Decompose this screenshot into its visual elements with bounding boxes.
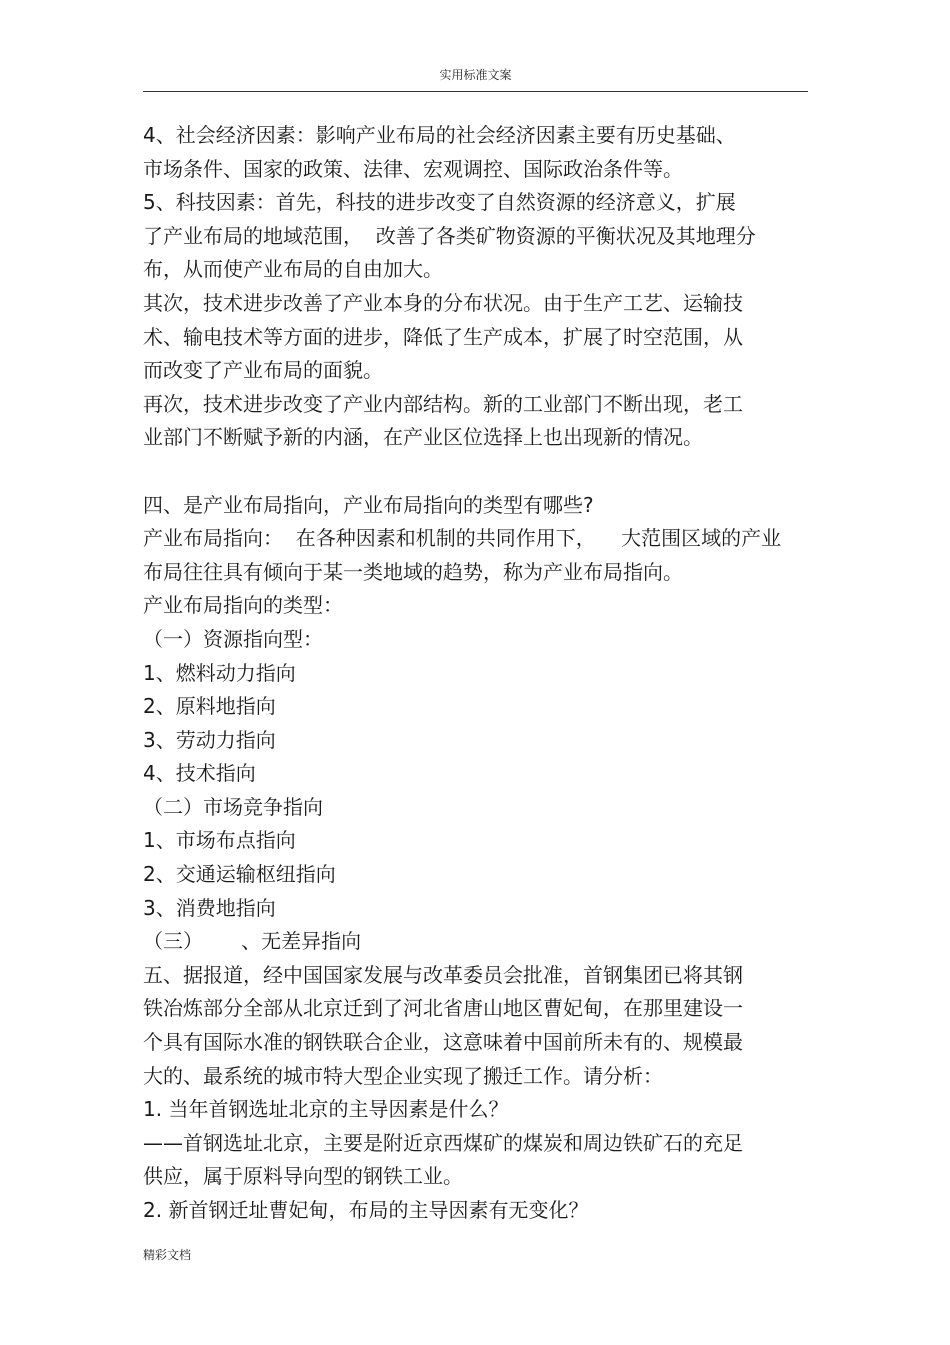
list-item: 1、市场布点指向 bbox=[143, 828, 296, 853]
text-line: 布，从而使产业布局的自由加大。 bbox=[143, 257, 443, 282]
question-heading: 五、据报道，经中国国家发展与改革委员会批准，首钢集团已将其钢 bbox=[143, 962, 743, 987]
list-item: 2、交通运输枢纽指向 bbox=[143, 862, 336, 887]
text-line: 产业布局指向的类型： bbox=[143, 593, 343, 618]
page-header: 实用标准文案 bbox=[439, 68, 512, 82]
text-line: 术、输电技术等方面的进步，降低了生产成本，扩展了时空范围，从 bbox=[143, 324, 743, 349]
text-line: 产业布局指向： 在各种因素和机制的共同作用下， 大范围区域的产业 bbox=[143, 526, 782, 551]
subheading: （一）资源指向型： bbox=[143, 626, 323, 651]
question-heading: 四、是产业布局指向，产业布局指向的类型有哪些? bbox=[143, 492, 594, 517]
list-item: 3、消费地指向 bbox=[143, 895, 276, 920]
text-line: 其次，技术进步改善了产业本身的分布状况。由于生产工艺、运输技 bbox=[143, 290, 743, 315]
list-item: 2、原料地指向 bbox=[143, 694, 276, 719]
text-line: 个具有国际水准的钢铁联合企业，这意味着中国前所未有的、规模最 bbox=[143, 1030, 743, 1055]
subheading: （三） 、无差异指向 bbox=[143, 929, 362, 954]
text-line: 再次，技术进步改变了产业内部结构。新的工业部门不断出现，老工 bbox=[143, 391, 743, 416]
text-line: 大的、最系统的城市特大型企业实现了搬迁工作。请分析： bbox=[143, 1063, 663, 1088]
page-footer: 精彩文档 bbox=[143, 1248, 192, 1262]
answer-line: 供应，属于原料导向型的钢铁工业。 bbox=[143, 1164, 463, 1189]
question-item: 2. 新首钢迁址曹妃甸，布局的主导因素有无变化？ bbox=[143, 1198, 589, 1222]
text-line: 业部门不断赋予新的内涵，在产业区位选择上也出现新的情况。 bbox=[143, 425, 703, 450]
blank-line bbox=[143, 455, 813, 489]
text-line: 5、科技因素：首先，科技的进步改变了自然资源的经济意义，扩展 bbox=[143, 190, 736, 215]
list-item: 4、技术指向 bbox=[143, 761, 256, 786]
document-body bbox=[143, 119, 813, 1228]
text-line: 布局往往具有倾向于某一类地域的趋势，称为产业布局指向。 bbox=[143, 559, 683, 584]
text-line: 铁冶炼部分全部从北京迁到了河北省唐山地区曹妃甸，在那里建设一 bbox=[143, 996, 743, 1021]
header-divider bbox=[143, 91, 808, 92]
subheading: （二）市场竞争指向 bbox=[143, 794, 323, 819]
list-item: 3、劳动力指向 bbox=[143, 727, 276, 752]
text-line: 了产业布局的地域范围， 改善了各类矿物资源的平衡状况及其地理分 bbox=[143, 223, 756, 248]
question-item: 1. 当年首钢选址北京的主导因素是什么？ bbox=[143, 1097, 509, 1122]
text-line: 4、社会经济因素：影响产业布局的社会经济因素主要有历史基础、 bbox=[143, 123, 736, 147]
list-item: 1、燃料动力指向 bbox=[143, 660, 296, 685]
answer-line: ——首钢选址北京，主要是附近京西煤矿的煤炭和周边铁矿石的充足 bbox=[143, 1130, 743, 1155]
text-line: 而改变了产业布局的面貌。 bbox=[143, 358, 383, 383]
text-line: 市场条件、国家的政策、法律、宏观调控、国际政治条件等。 bbox=[143, 156, 683, 181]
